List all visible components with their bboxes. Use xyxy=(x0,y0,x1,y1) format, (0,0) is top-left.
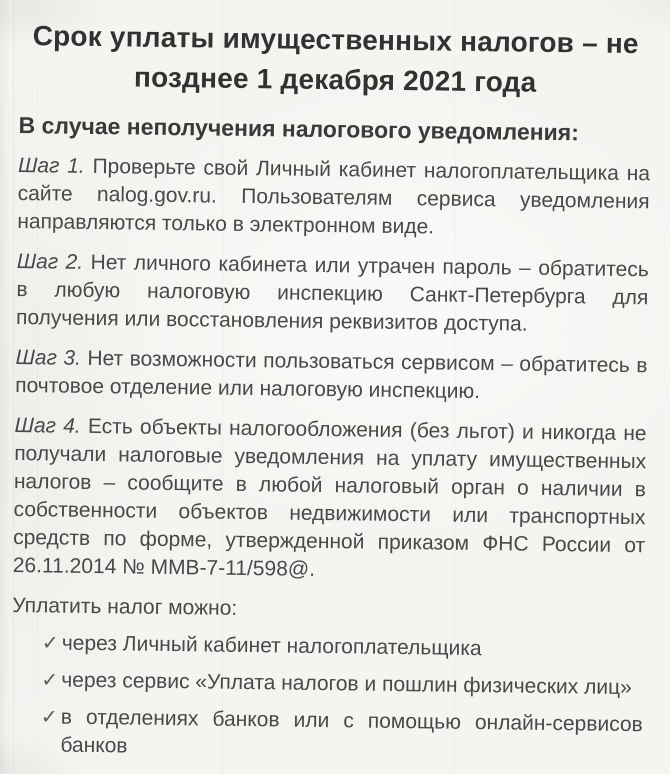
step-1-label: Шаг 1. xyxy=(17,153,85,178)
document-title xyxy=(19,16,652,104)
step-1-text: Проверьте свой Личный кабинет налогоплательщика на сайте nalog.gov.ru. Пользователям сервиса уведомления направляются только в электронном виде. xyxy=(17,154,651,239)
payment-intro: Уплатить налог можно: xyxy=(12,593,238,620)
payment-option-2 xyxy=(11,666,643,702)
step-2-label: Шаг 2. xyxy=(16,249,84,274)
step-4-text: Есть объекты налогообложения (без льгот) и никогда не получали налоговые уведомления на уплату имущественных налогов – сообщите в любой налоговый орган о наличии в собственности объектов недвижимости или транспортных средств по форме, утвержденной приказом ФНС России от 26.11.2014 № ММВ-7-11/598@. xyxy=(12,414,647,581)
checkmark-icon: ✓ xyxy=(41,632,59,655)
document-title-line2: позднее 1 декабря 2021 года xyxy=(133,61,537,98)
payment-option-1 xyxy=(12,629,644,665)
payment-options-list xyxy=(10,629,644,767)
step-4-label: Шаг 4. xyxy=(14,413,81,438)
payment-option-1-text: через Личный кабинет налогоплательщика xyxy=(61,631,482,661)
step-3-text: Нет возможности пользоваться сервисом – обратитесь в почтовое отделение или налоговую инспекцию. xyxy=(15,346,648,404)
checkmark-icon: ✓ xyxy=(40,706,58,729)
document-title-line1: Срок уплаты имущественных налогов – не xyxy=(32,20,639,60)
step-1-paragraph xyxy=(17,152,650,244)
checkmark-icon: ✓ xyxy=(41,669,59,692)
step-3-paragraph xyxy=(15,344,648,408)
step-3-label: Шаг 3. xyxy=(15,345,82,370)
payment-option-3 xyxy=(10,703,643,767)
payment-option-3-text: в отделениях банков или с помощью онлайн-сервисов банков xyxy=(60,705,643,758)
section-heading: В случае неполучения налогового уведомления: xyxy=(18,111,580,146)
step-4-paragraph xyxy=(13,412,647,588)
step-2-text: Нет личного кабинета или утрачен пароль – обратитесь в любую налоговую инспекцию Санкт-Петербурга для получения или восстановления реквизитов доступа. xyxy=(15,250,649,336)
step-2-paragraph xyxy=(16,248,649,340)
payment-option-2-text: через сервис «Уплата налогов и пошлин физических лиц» xyxy=(61,668,632,700)
